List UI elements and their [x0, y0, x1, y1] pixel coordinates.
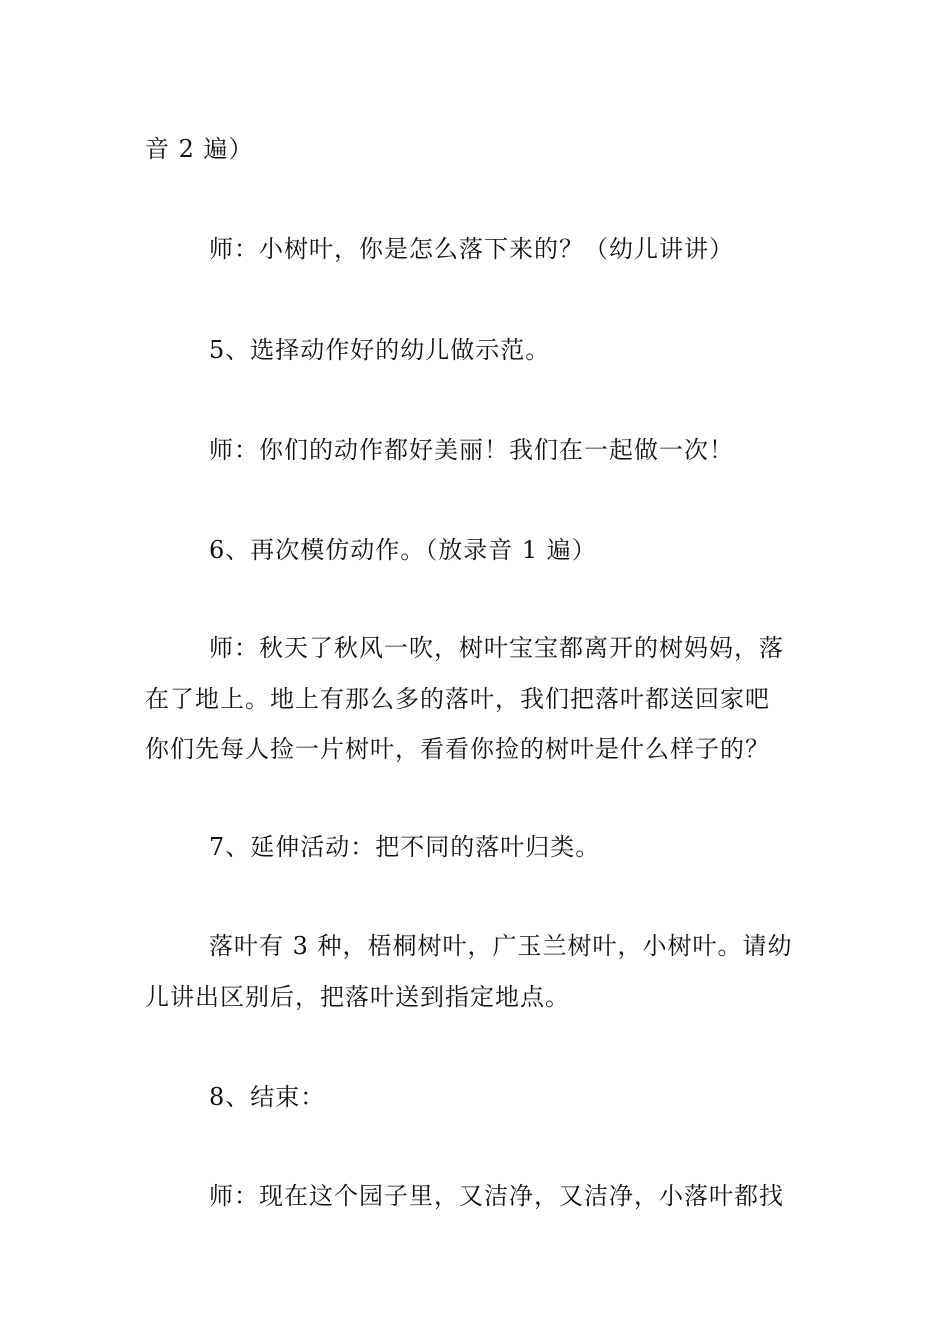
text-line: 6、再次模仿动作。（放录音 1 遍） [209, 536, 597, 564]
text-line: 落叶有 3 种，梧桐树叶，广玉兰树叶，小树叶。请幼 [209, 932, 793, 960]
text-line: 8、结束： [209, 1083, 326, 1111]
text-line: 5、选择动作好的幼儿做示范。 [209, 336, 551, 364]
text-line: 在了地上。地上有那么多的落叶，我们把落叶都送回家吧 [145, 685, 770, 713]
text-line: 7、延伸活动：把不同的落叶归类。 [209, 833, 601, 861]
text-line: 师：小树叶，你是怎么落下来的？（幼儿讲讲） [209, 235, 734, 263]
text-line: 师：你们的动作都好美丽！我们在一起做一次！ [209, 436, 734, 464]
text-line: 师：现在这个园子里，又洁净，又洁净，小落叶都找 [209, 1182, 784, 1210]
text-line: 儿讲出区别后，把落叶送到指定地点。 [145, 983, 570, 1011]
text-line: 师：秋天了秋风一吹，树叶宝宝都离开的树妈妈，落 [209, 634, 784, 662]
text-line: 音 2 遍） [145, 135, 254, 163]
text-line: 你们先每人捡一片树叶，看看你捡的树叶是什么样子的？ [145, 735, 770, 763]
